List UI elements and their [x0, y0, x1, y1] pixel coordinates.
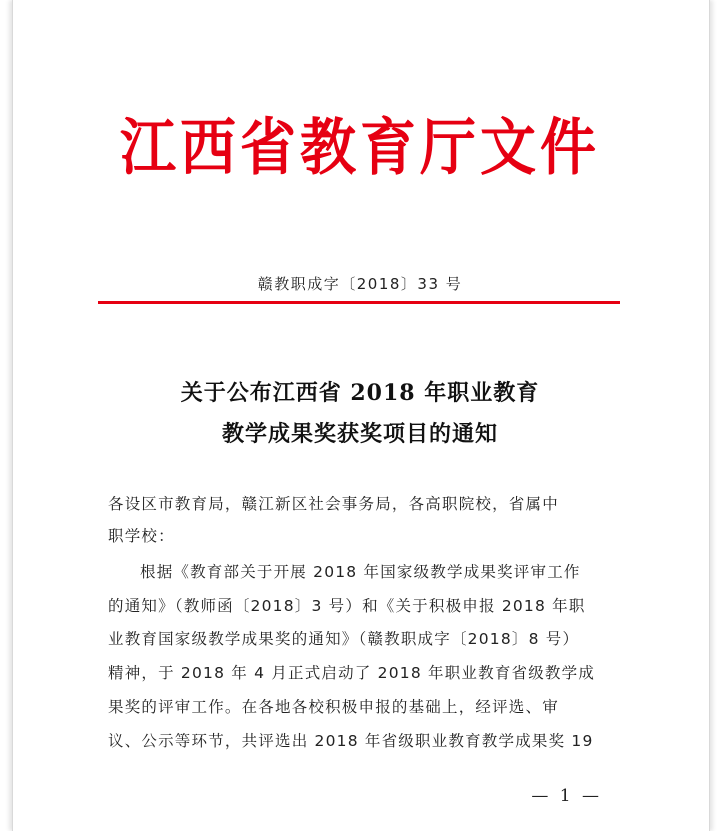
body-line-3: 根据《教育部关于开展 2018 年国家级教学成果奖评审工作	[140, 563, 581, 581]
body-line-2: 职学校：	[108, 527, 175, 545]
document-number: 赣教职成字〔2018〕33 号	[257, 275, 463, 293]
body-line-7: 果奖的评审工作。在各地各校积极申报的基础上，经评选、审	[108, 698, 559, 716]
notice-title-line-1: 关于公布江西省 2018 年职业教育	[180, 380, 540, 406]
red-divider-line	[98, 301, 620, 304]
body-line-4: 的通知》（教师函〔2018〕3 号）和《关于积极申报 2018 年职	[108, 597, 586, 615]
page-number: — 1 —	[531, 786, 602, 806]
body-line-6: 精神，于 2018 年 4 月正式启动了 2018 年职业教育省级教学成	[108, 664, 596, 682]
body-line-1: 各设区市教育局，赣江新区社会事务局，各高职院校，省属中	[108, 495, 559, 513]
document-header-title: 江西省教育厅文件	[120, 111, 600, 185]
body-line-8: 议、公示等环节，共评选出 2018 年省级职业教育教学成果奖 19	[108, 732, 594, 750]
notice-title-line-2: 教学成果奖获奖项目的通知	[221, 421, 498, 447]
body-line-5: 业教育国家级教学成果奖的通知》（赣教职成字〔2018〕8 号）	[108, 630, 580, 648]
